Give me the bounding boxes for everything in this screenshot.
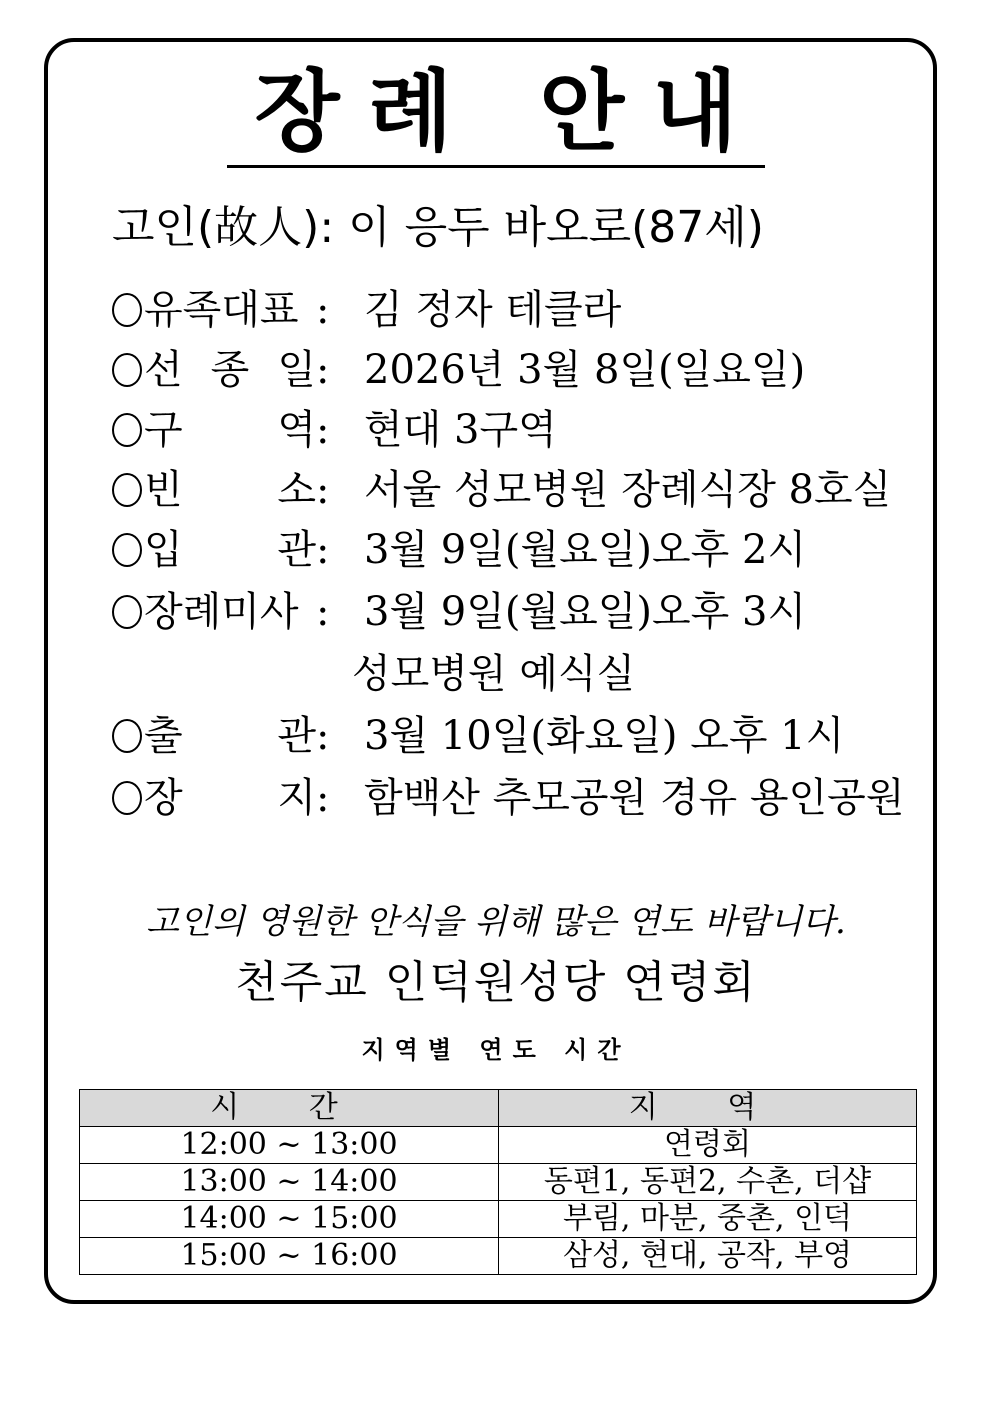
detail-label: 출 관 <box>144 713 316 759</box>
detail-label: 선 종 일 <box>144 347 316 393</box>
table-row <box>80 1127 917 1164</box>
circle-icon <box>112 473 142 507</box>
circle-icon <box>112 293 142 327</box>
schedule-table <box>79 1089 917 1275</box>
detail-label: 장 지 <box>144 775 316 821</box>
funeral-mass-location: 성모병원 예식실 <box>352 651 636 697</box>
time-cell: 12:00 ~ 13:00 <box>80 1127 499 1164</box>
page-title: 장례 안내 <box>0 62 992 162</box>
detail-value: 3월 9일(월요일)오후 3시 <box>364 589 807 635</box>
circle-icon <box>112 353 142 387</box>
table-row <box>80 1238 917 1275</box>
area-cell: 부림, 마분, 중촌, 인덕 <box>499 1201 917 1238</box>
area-cell: 연령회 <box>499 1127 917 1164</box>
detail-value: 3월 9일(월요일)오후 2시 <box>364 527 807 573</box>
circle-icon <box>112 595 142 629</box>
table-header-row <box>80 1090 917 1127</box>
detail-label: 빈 소 <box>144 467 316 513</box>
circle-icon <box>112 533 142 567</box>
detail-label: 장례미사 <box>144 589 299 635</box>
organization-name: 천주교 인덕원성당 연령회 <box>235 957 757 1008</box>
deceased-name: 고인(故人): 이 응두 바오로(87세) <box>112 202 764 253</box>
detail-row-funeral-mass: 장례미사 : 3월 9일(월요일)오후 3시 <box>112 584 806 640</box>
area-cell: 동편1, 동편2, 수촌, 더샵 <box>499 1164 917 1201</box>
detail-row-death-date: 선 종 일: 2026년 3월 8일(일요일) <box>112 342 805 398</box>
circle-icon <box>112 781 142 815</box>
detail-label: 입 관 <box>144 527 316 573</box>
detail-row-burial: 장 지: 함백산 추모공원 경유 용인공원 <box>112 770 904 826</box>
detail-label: 구 역 <box>144 407 316 453</box>
header-area: 지 역 <box>499 1090 917 1127</box>
detail-value: 2026년 3월 8일(일요일) <box>364 347 806 393</box>
detail-value: 김 정자 테클라 <box>364 287 622 333</box>
area-cell: 삼성, 현대, 공작, 부영 <box>499 1238 917 1275</box>
detail-label: 유족대표 <box>144 287 299 333</box>
detail-row-family: 유족대표 : 김 정자 테클라 <box>112 282 621 338</box>
circle-icon <box>112 719 142 753</box>
header-time: 시 간 <box>80 1090 499 1127</box>
prayer-request: 고인의 영원한 안식을 위해 많은 연도 바랍니다. <box>146 902 846 942</box>
detail-value: 서울 성모병원 장례식장 8호실 <box>364 467 892 513</box>
detail-row-departure: 출 관: 3월 10일(화요일) 오후 1시 <box>112 708 844 764</box>
detail-value: 함백산 추모공원 경유 용인공원 <box>364 775 905 821</box>
detail-row-mortuary: 빈 소: 서울 성모병원 장례식장 8호실 <box>112 462 891 518</box>
schedule-title: 지역별 연도 시간 <box>361 1036 631 1064</box>
table-row <box>80 1164 917 1201</box>
detail-row-encoffinment: 입 관: 3월 9일(월요일)오후 2시 <box>112 522 806 578</box>
time-cell: 15:00 ~ 16:00 <box>80 1238 499 1275</box>
table-row <box>80 1201 917 1238</box>
detail-value: 현대 3구역 <box>364 407 557 453</box>
time-cell: 13:00 ~ 14:00 <box>80 1164 499 1201</box>
circle-icon <box>112 413 142 447</box>
time-cell: 14:00 ~ 15:00 <box>80 1201 499 1238</box>
detail-row-district: 구 역: 현대 3구역 <box>112 402 557 458</box>
detail-value: 3월 10일(화요일) 오후 1시 <box>364 713 845 759</box>
